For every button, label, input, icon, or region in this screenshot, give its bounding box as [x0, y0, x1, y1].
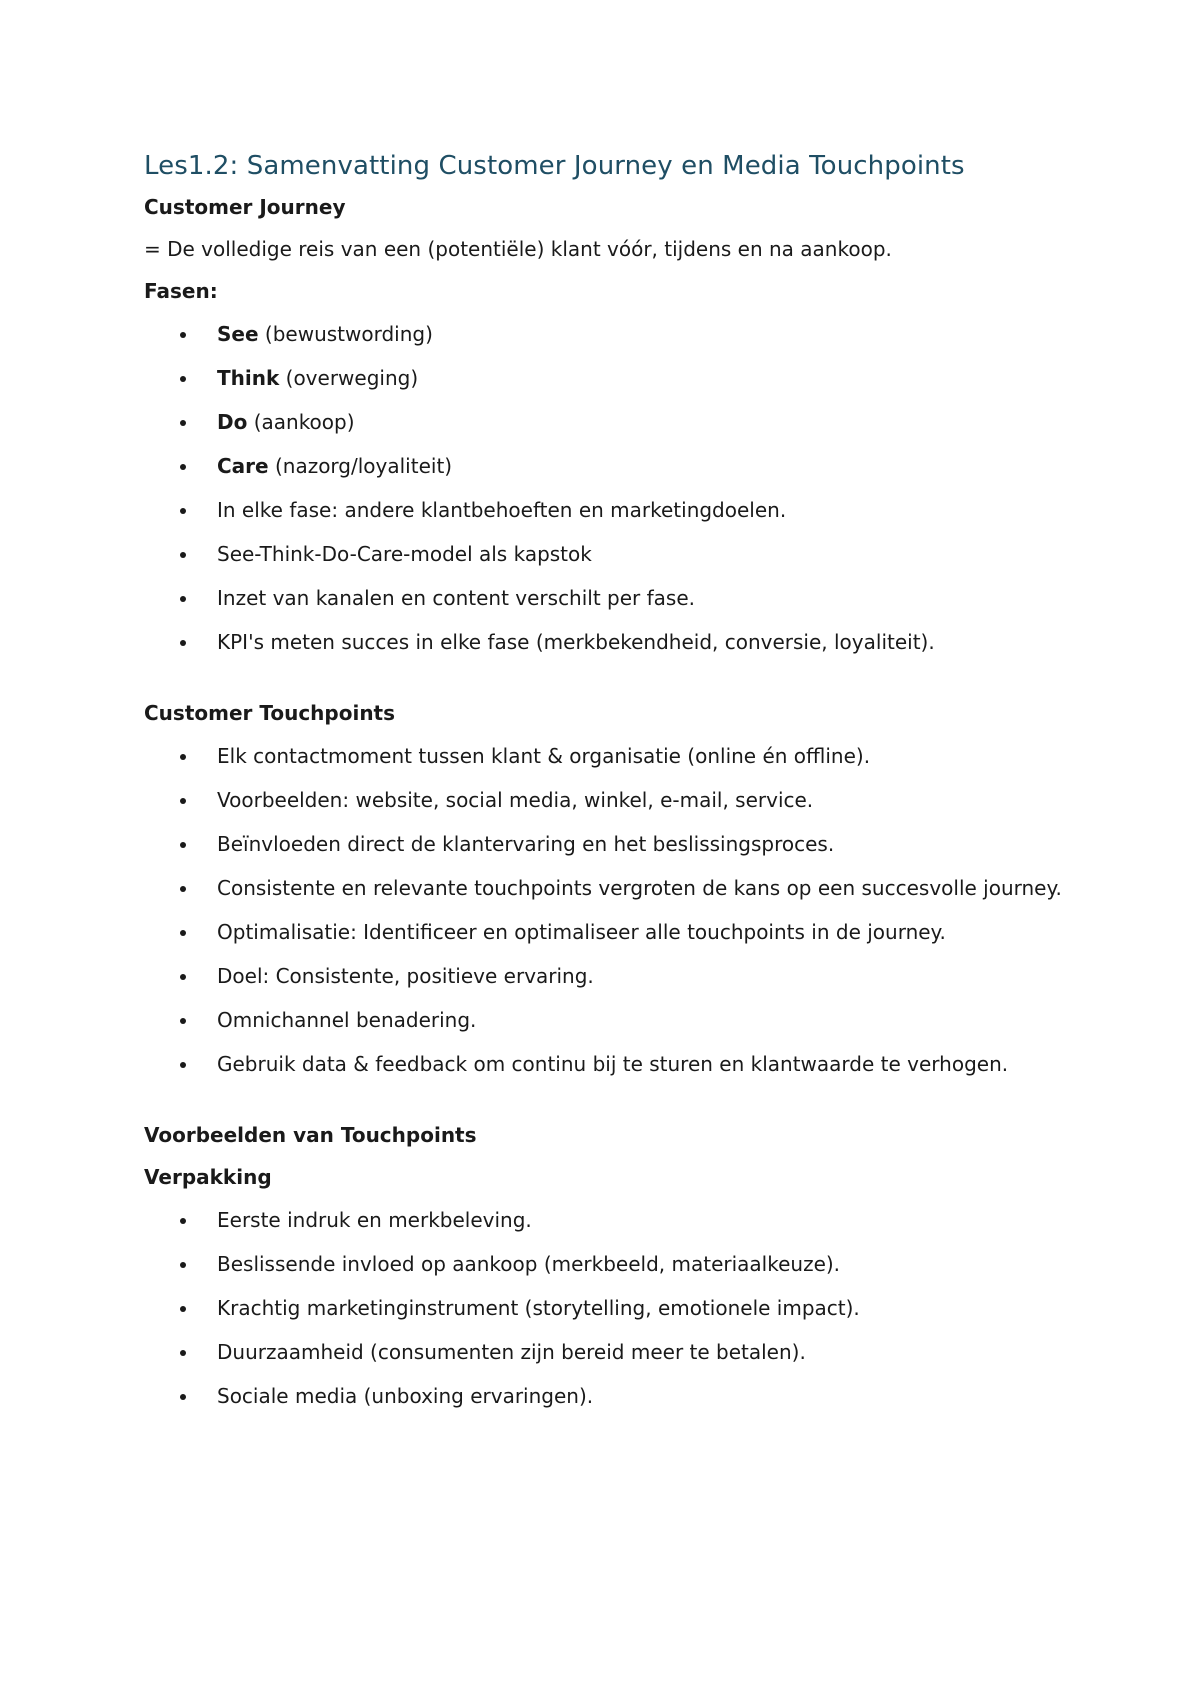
bullet-icon [180, 1350, 186, 1356]
list-item-text: Duurzaamheid (consumenten zijn bereid meer te betalen). [217, 1339, 806, 1364]
bullet-icon [180, 332, 186, 338]
list-item-text: Elk contactmoment tussen klant & organisatie (online én offline). [217, 743, 871, 768]
list-item [144, 1206, 1064, 1234]
list-item [144, 874, 1064, 902]
list-item-text: Consistente en relevante touchpoints vergroten de kans op een succesvolle journey. [217, 875, 1062, 900]
bullet-icon [180, 930, 186, 936]
bullet-icon [180, 798, 186, 804]
customer-journey-list [144, 320, 1064, 656]
list-item-text: Voorbeelden: website, social media, winkel, e-mail, service. [217, 787, 814, 812]
list-item [144, 962, 1064, 990]
list-item [144, 540, 1064, 568]
bullet-icon [180, 596, 186, 602]
packaging-heading: Verpakking [144, 1164, 272, 1189]
list-item [144, 320, 1064, 348]
bullet-icon [180, 376, 186, 382]
list-item [144, 918, 1064, 946]
phase-term: Do [217, 409, 248, 434]
list-item-text: Beslissende invloed op aankoop (merkbeeld, materiaalkeuze). [217, 1251, 841, 1276]
phase-term: Care [217, 453, 269, 478]
list-item-text: Doel: Consistente, positieve ervaring. [217, 963, 594, 988]
list-item [144, 830, 1064, 858]
page-title: Les1.2: Samenvatting Customer Journey en Media Touchpoints [144, 151, 965, 181]
bullet-icon [180, 1394, 186, 1400]
bullet-icon [180, 420, 186, 426]
list-item-text: Beïnvloeden direct de klantervaring en het beslissingsproces. [217, 831, 835, 856]
bullet-icon [180, 1018, 186, 1024]
list-item-text: Optimalisatie: Identificeer en optimaliseer alle touchpoints in de journey. [217, 919, 946, 944]
list-item [144, 364, 1064, 392]
list-item [144, 408, 1064, 436]
bullet-icon [180, 842, 186, 848]
list-item [144, 1050, 1064, 1078]
phase-description: (bewustwording) [258, 321, 433, 346]
phase-term: Think [217, 365, 280, 390]
list-item [144, 452, 1064, 480]
customer-touchpoints-heading: Customer Touchpoints [144, 700, 396, 725]
bullet-icon [180, 974, 186, 980]
list-item [144, 1382, 1064, 1410]
bullet-icon [180, 1062, 186, 1068]
list-item [144, 496, 1064, 524]
customer-journey-definition: = De volledige reis van een (potentiële) klant vóór, tijdens en na aankoop. [144, 236, 892, 261]
customer-touchpoints-list [144, 742, 1064, 1078]
list-item [144, 1338, 1064, 1366]
bullet-icon [180, 464, 186, 470]
list-item [144, 786, 1064, 814]
list-item [144, 1250, 1064, 1278]
list-item [144, 742, 1064, 770]
phase-description: (nazorg/loyaliteit) [268, 453, 453, 478]
customer-journey-heading: Customer Journey [144, 194, 346, 219]
bullet-icon [180, 1262, 186, 1268]
packaging-list [144, 1206, 1064, 1410]
bullet-icon [180, 1218, 186, 1224]
list-item-text: Gebruik data & feedback om continu bij te sturen en klantwaarde te verhogen. [217, 1051, 1009, 1076]
list-item-text: Inzet van kanalen en content verschilt per fase. [217, 585, 696, 610]
bullet-icon [180, 1306, 186, 1312]
bullet-icon [180, 640, 186, 646]
list-item-text: Sociale media (unboxing ervaringen). [217, 1383, 594, 1408]
list-item-text: See-Think-Do-Care-model als kapstok [217, 541, 592, 566]
list-item [144, 584, 1064, 612]
touchpoint-examples-heading: Voorbeelden van Touchpoints [144, 1122, 477, 1147]
list-item [144, 1006, 1064, 1034]
bullet-icon [180, 754, 186, 760]
list-item [144, 628, 1064, 656]
document-page [144, 150, 1064, 1410]
list-item-text: Krachtig marketinginstrument (storytelling, emotionele impact). [217, 1295, 860, 1320]
bullet-icon [180, 886, 186, 892]
phase-description: (overweging) [279, 365, 419, 390]
list-item-text: Eerste indruk en merkbeleving. [217, 1207, 532, 1232]
phase-description: (aankoop) [247, 409, 355, 434]
phase-term: See [217, 321, 259, 346]
bullet-icon [180, 552, 186, 558]
bullet-icon [180, 508, 186, 514]
list-item-text: In elke fase: andere klantbehoeften en marketingdoelen. [217, 497, 787, 522]
list-item-text: Omnichannel benadering. [217, 1007, 477, 1032]
phases-label: Fasen: [144, 278, 218, 303]
list-item [144, 1294, 1064, 1322]
list-item-text: KPI's meten succes in elke fase (merkbekendheid, conversie, loyaliteit). [217, 629, 935, 654]
